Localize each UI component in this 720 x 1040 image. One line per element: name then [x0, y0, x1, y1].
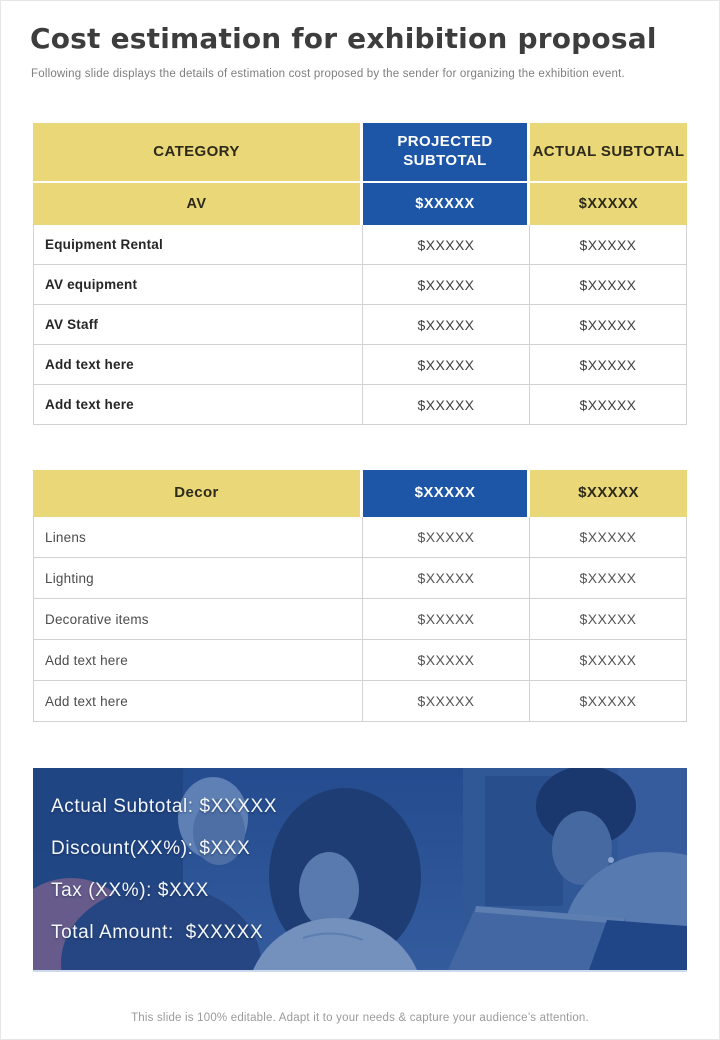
table2-row-projected-value[interactable]: $XXXXX: [363, 599, 530, 640]
summary-total-amount[interactable]: Total Amount: $XXXXX: [51, 922, 264, 943]
table2-row-label-placeholder[interactable]: Add text here: [33, 681, 363, 722]
table1-group-projected-value[interactable]: $XXXXX: [363, 183, 530, 225]
table1-row-actual-value[interactable]: $XXXXX: [530, 265, 687, 305]
table2-row-projected-value[interactable]: $XXXXX: [363, 517, 530, 558]
table2-row-actual-value[interactable]: $XXXXX: [530, 558, 687, 599]
table1-row-label: AV equipment: [33, 265, 363, 305]
table1-row-actual-value[interactable]: $XXXXX: [530, 385, 687, 425]
table1-row-actual-value[interactable]: $XXXXX: [530, 345, 687, 385]
table1-row-label-placeholder[interactable]: Add text here: [33, 345, 363, 385]
table1-row-actual-value[interactable]: $XXXXX: [530, 225, 687, 265]
table2-header-actual-value[interactable]: $XXXXX: [530, 470, 687, 517]
cost-table-decor: [33, 470, 687, 722]
table1-header-actual-subtotal: ACTUAL SUBTOTAL: [530, 123, 687, 183]
table2-row-actual-value[interactable]: $XXXXX: [530, 681, 687, 722]
table2-row-actual-value[interactable]: $XXXXX: [530, 599, 687, 640]
cost-table-av: [33, 123, 687, 425]
page-subtitle: Following slide displays the details of estimation cost proposed by the sender for organizing the exhibition event.: [31, 68, 625, 80]
table1-row-label-placeholder[interactable]: Add text here: [33, 385, 363, 425]
summary-tax[interactable]: Tax (XX%): $XXX: [51, 880, 209, 901]
table1-header-category: CATEGORY: [33, 123, 363, 183]
table2-row-label: Decorative items: [33, 599, 363, 640]
table1-group-label-av: AV: [33, 183, 363, 225]
editable-note: This slide is 100% editable. Adapt it to your needs & capture your audience’s attention.: [131, 1012, 589, 1024]
table1-header-projected-subtotal: PROJECTED SUBTOTAL: [363, 123, 530, 183]
table2-row-label-placeholder[interactable]: Add text here: [33, 640, 363, 681]
table2-row-projected-value[interactable]: $XXXXX: [363, 640, 530, 681]
table1-row-label: AV Staff: [33, 305, 363, 345]
table2-row-actual-value[interactable]: $XXXXX: [530, 517, 687, 558]
table1-row-projected-value[interactable]: $XXXXX: [363, 225, 530, 265]
table2-row-projected-value[interactable]: $XXXXX: [363, 681, 530, 722]
summary-discount[interactable]: Discount(XX%): $XXX: [51, 838, 251, 859]
table1-row-projected-value[interactable]: $XXXXX: [363, 345, 530, 385]
table2-row-projected-value[interactable]: $XXXXX: [363, 558, 530, 599]
summary-actual-subtotal[interactable]: Actual Subtotal: $XXXXX: [51, 796, 278, 817]
table2-row-label: Lighting: [33, 558, 363, 599]
table1-group-actual-value[interactable]: $XXXXX: [530, 183, 687, 225]
table1-row-label: Equipment Rental: [33, 225, 363, 265]
summary-photo-banner: [33, 768, 687, 972]
table2-header-decor: Decor: [33, 470, 363, 517]
table2-row-label: Linens: [33, 517, 363, 558]
table2-header-projected-value[interactable]: $XXXXX: [363, 470, 530, 517]
table1-row-projected-value[interactable]: $XXXXX: [363, 265, 530, 305]
table1-row-projected-value[interactable]: $XXXXX: [363, 305, 530, 345]
table1-row-projected-value[interactable]: $XXXXX: [363, 385, 530, 425]
table2-row-actual-value[interactable]: $XXXXX: [530, 640, 687, 681]
table1-row-actual-value[interactable]: $XXXXX: [530, 305, 687, 345]
page-title: Cost estimation for exhibition proposal: [30, 22, 657, 55]
